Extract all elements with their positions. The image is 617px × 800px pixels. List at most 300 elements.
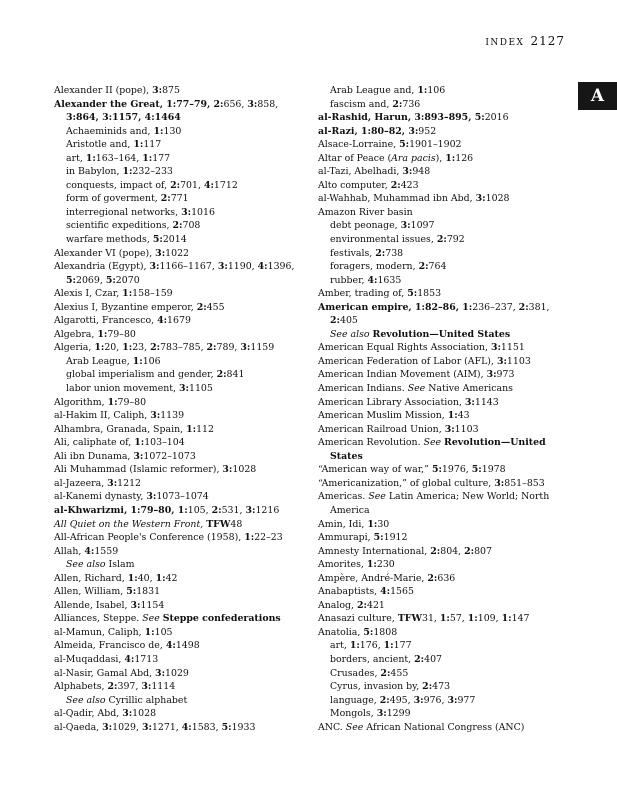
entry-segment: Arab League, — [66, 355, 133, 367]
entry-segment: Algebra, — [54, 328, 98, 340]
entry-segment: 1: — [244, 532, 255, 544]
index-entry — [318, 84, 568, 98]
entry-segment: 5: — [399, 139, 410, 151]
index-entry — [318, 287, 568, 301]
running-header — [485, 34, 565, 48]
entry-segment: 1: — [367, 518, 378, 530]
index-entry — [54, 219, 304, 233]
index-entry — [318, 694, 568, 708]
entry-segment: 5: — [105, 274, 116, 286]
entry-segment: American Revolution. — [318, 437, 424, 449]
entry-segment: 79–80 — [117, 396, 147, 408]
index-entry — [54, 585, 304, 599]
entry-segment: 804, — [440, 545, 465, 557]
entry-segment: 2: — [430, 545, 441, 557]
index-entry — [54, 680, 304, 694]
entry-segment: 103–104 — [144, 437, 185, 449]
entry-segment: See also — [66, 559, 109, 571]
entry-segment: States — [330, 450, 363, 462]
entry-segment: 2: — [172, 220, 183, 232]
entry-segment: 2: — [392, 98, 403, 110]
index-entry — [318, 707, 568, 721]
entry-segment: 3: — [155, 667, 166, 679]
entry-segment: 1: — [366, 559, 377, 571]
entry-segment: 1073–1074 — [156, 491, 209, 503]
entry-segment: 3: — [413, 694, 424, 706]
index-entry — [318, 125, 568, 139]
entry-segment: 4: — [257, 261, 268, 273]
entry-segment: 2: — [330, 315, 340, 327]
index-entry — [318, 518, 568, 532]
entry-segment: 106 — [427, 85, 446, 96]
index-entry — [318, 463, 568, 477]
entry-segment: 112 — [196, 423, 214, 435]
entry-segment: 1: — [439, 613, 450, 625]
entry-segment: Ali ibn Dunama, — [54, 450, 134, 462]
entry-segment: 1: — [462, 301, 473, 313]
entry-segment: 3: — [490, 342, 501, 354]
entry-segment: 1712 — [213, 179, 238, 191]
entry-segment: 105, — [187, 504, 212, 516]
entry-segment: 3: — [222, 464, 233, 476]
index-entry — [54, 84, 304, 98]
entry-segment: Amazon River basin — [318, 206, 413, 218]
entry-segment: 3: — [464, 396, 475, 408]
entry-segment: 158–159 — [132, 288, 173, 300]
entry-segment: 1976, — [441, 464, 472, 476]
entry-segment: language, — [330, 694, 380, 706]
entry-segment: 977 — [457, 694, 476, 706]
entry-segment: Native Americans — [428, 383, 513, 395]
index-entry — [54, 301, 304, 315]
index-entry — [318, 301, 568, 315]
index-entry — [54, 287, 304, 301]
index-entry — [54, 314, 304, 328]
entry-segment: 2: — [518, 301, 529, 313]
index-entry — [54, 463, 304, 477]
entry-segment: 109, — [477, 613, 502, 625]
entry-segment: 5: — [363, 626, 374, 638]
entry-segment: Cyrus, invasion by, — [330, 681, 423, 693]
entry-segment: 1029 — [165, 667, 189, 679]
entry-segment: Arab League and, — [330, 85, 418, 96]
entry-segment: al-Mamun, Caliph, — [54, 626, 145, 638]
entry-segment: 48 — [230, 518, 243, 530]
entry-segment: 2: — [357, 599, 367, 611]
entry-segment: 5: — [471, 464, 482, 476]
entry-segment: 1: — [153, 125, 164, 137]
entry-segment: Algeria, — [54, 342, 95, 354]
entry-segment: 2: — [216, 369, 227, 381]
index-entry — [54, 260, 304, 274]
entry-segment: 1: — [122, 342, 133, 354]
entry-segment: 1151 — [500, 342, 525, 354]
entry-segment: 3: — [447, 694, 458, 706]
entry-segment: 1072–1073 — [143, 450, 196, 462]
index-entry — [54, 626, 304, 640]
entry-segment: Americas. — [318, 491, 369, 503]
index-entry — [318, 504, 568, 518]
index-entry — [54, 274, 304, 288]
entry-segment: “Americanization,” of global culture, — [318, 477, 495, 489]
entry-segment: 2069, — [75, 274, 106, 286]
index-entry — [54, 518, 304, 532]
entry-segment: 2: — [107, 681, 118, 693]
entry-segment: 177 — [152, 152, 171, 164]
entry-segment: al-Qaeda, — [54, 721, 103, 733]
entry-segment: 3: — [486, 369, 497, 381]
entry-segment: 1583, — [191, 721, 222, 733]
entry-segment: 4: — [124, 653, 135, 665]
entry-segment: 1029, — [112, 721, 142, 733]
entry-segment: Ali, caliphate of, — [54, 437, 135, 449]
entry-segment: 2016 — [484, 112, 509, 124]
entry-segment: 495, — [389, 694, 414, 706]
index-entry — [54, 545, 304, 559]
entry-segment: borders, ancient, — [330, 653, 415, 665]
index-entry — [318, 639, 568, 653]
entry-segment: 455 — [206, 301, 225, 313]
index-column-left — [54, 84, 304, 734]
index-entry — [318, 274, 568, 288]
entry-segment: 2: — [379, 694, 390, 706]
entry-segment: 1212 — [117, 477, 142, 489]
entry-segment: 1933 — [231, 721, 256, 733]
entry-segment: 875 — [162, 85, 180, 96]
entry-segment: Alsace-Lorraine, — [318, 139, 400, 151]
index-entry — [54, 179, 304, 193]
entry-segment: 4: — [165, 640, 176, 652]
page-number: 2127 — [530, 34, 565, 48]
entry-segment: 1: — [107, 396, 118, 408]
entry-segment: 4: — [203, 179, 214, 191]
entry-segment: Algarotti, Francesco, — [54, 315, 158, 327]
index-entry — [54, 694, 304, 708]
entry-segment: 177 — [393, 640, 412, 652]
letter-tab: A — [578, 82, 617, 110]
entry-segment: 397, — [117, 681, 142, 693]
entry-segment: 236–237, — [472, 301, 519, 313]
entry-segment: 3: — [402, 166, 413, 178]
index-entry — [318, 179, 568, 193]
entry-segment: 163–164, — [95, 152, 143, 164]
entry-segment: 636 — [437, 572, 456, 584]
index-entry — [318, 98, 568, 112]
index-column-right — [318, 84, 568, 734]
entry-segment: 1498 — [175, 640, 200, 652]
entry-segment: 3: — [102, 721, 113, 733]
entry-segment: 2: — [375, 247, 386, 259]
index-entry — [54, 707, 304, 721]
entry-segment: 841 — [226, 369, 245, 381]
entry-segment: 20, — [104, 342, 123, 354]
entry-segment: 4: — [367, 274, 378, 286]
entry-segment: 3: — [122, 708, 133, 720]
entry-segment: 3: — [376, 708, 387, 720]
entry-segment: 2: — [160, 193, 171, 205]
index-entry — [318, 721, 568, 735]
entry-segment: 1565 — [390, 586, 414, 598]
entry-segment: 473 — [432, 681, 451, 693]
entry-segment: Latin America; New World; North — [388, 491, 550, 503]
entry-segment: labor union movement, — [66, 383, 180, 395]
index-entry — [54, 721, 304, 735]
entry-segment: 851–853 — [504, 477, 545, 489]
entry-segment: 4: — [181, 721, 192, 733]
entry-segment: Achaeminids and, — [66, 125, 154, 137]
index-entry — [54, 599, 304, 613]
entry-segment: scientific expeditions, — [66, 220, 173, 232]
entry-segment: See also — [330, 328, 373, 340]
entry-segment: Alliances, Steppe. — [54, 613, 143, 625]
entry-segment: 2: — [211, 504, 222, 516]
index-entry — [54, 192, 304, 206]
index-entry — [318, 111, 568, 125]
entry-segment: 232–233 — [132, 166, 173, 178]
entry-segment: Steppe confederations — [162, 613, 281, 625]
entry-segment: Revolution—United — [444, 437, 546, 449]
entry-segment: 1154 — [140, 599, 165, 611]
index-entry — [318, 599, 568, 613]
entry-segment: 1901–1902 — [409, 139, 462, 151]
index-entry — [54, 125, 304, 139]
index-entry — [318, 680, 568, 694]
entry-segment: 1: — [417, 85, 428, 96]
entry-segment: 117 — [143, 139, 162, 151]
index-entry — [318, 192, 568, 206]
entry-segment: 3: — [155, 247, 166, 259]
entry-segment: form of goverment, — [66, 193, 161, 205]
entry-segment: al-Wahhab, Muhammad ibn Abd, — [318, 193, 476, 205]
entry-segment: 2014 — [162, 234, 187, 246]
entry-segment: TFW — [397, 613, 422, 625]
entry-segment: environmental issues, — [330, 234, 437, 246]
index-entry — [318, 653, 568, 667]
entry-segment: 1978 — [481, 464, 506, 476]
entry-segment: American Library Association, — [318, 396, 465, 408]
entry-segment: 130 — [163, 125, 182, 137]
entry-segment: 3: — [133, 450, 144, 462]
index-entry — [318, 165, 568, 179]
entry-segment: 1: — [501, 613, 512, 625]
index-entry — [54, 111, 304, 125]
index-entry — [318, 531, 568, 545]
entry-segment: 1028 — [132, 708, 157, 720]
entry-segment: 2: — [418, 261, 429, 273]
index-entry — [54, 341, 304, 355]
entry-segment: Aristotle and, — [66, 139, 134, 151]
entry-segment: 23, — [132, 342, 151, 354]
entry-segment: Amnesty International, — [318, 545, 431, 557]
index-entry — [318, 667, 568, 681]
entry-segment: 531, — [221, 504, 246, 516]
entry-segment: 1: — [85, 152, 96, 164]
entry-segment: 3: — [400, 220, 411, 232]
entry-segment: 783–785, — [160, 342, 207, 354]
entry-segment: ), — [435, 152, 446, 164]
entry-segment: 43 — [457, 410, 470, 422]
entry-segment: Allende, Isabel, — [54, 599, 131, 611]
index-entry — [54, 450, 304, 464]
index-entry — [54, 612, 304, 626]
entry-segment: 405 — [339, 315, 358, 327]
entry-segment: 858, — [257, 98, 279, 110]
entry-segment: al-Qadir, Abd, — [54, 708, 123, 720]
entry-segment: 1: — [94, 342, 105, 354]
entry-segment: 57, — [449, 613, 468, 625]
entry-segment: ANC. — [318, 721, 346, 733]
index-entry — [318, 436, 568, 450]
entry-segment: 1: — [127, 572, 138, 584]
index-entry — [318, 477, 568, 491]
index-entry — [318, 423, 568, 437]
entry-segment: 1271, — [151, 721, 182, 733]
entry-segment: 2: — [206, 342, 217, 354]
index-entry — [318, 247, 568, 261]
entry-segment: art, — [66, 152, 86, 164]
entry-segment: Algorithm, — [54, 396, 108, 408]
entry-segment: 2: — [150, 342, 161, 354]
entry-segment: See — [368, 491, 389, 503]
entry-segment: Amin, Idi, — [318, 518, 368, 530]
index-entry — [54, 165, 304, 179]
entry-segment: Allen, Richard, — [54, 572, 128, 584]
index-entry — [54, 247, 304, 261]
index-entry — [318, 558, 568, 572]
entry-segment: Alexander II (pope), — [54, 85, 153, 96]
entry-segment: America — [330, 504, 370, 516]
index-entry — [54, 639, 304, 653]
entry-segment: Cyrillic alphabet — [108, 694, 188, 706]
entry-segment: Islam — [108, 559, 135, 571]
entry-segment: 1216 — [255, 504, 280, 516]
entry-segment: 2: — [380, 667, 391, 679]
entry-segment: 3: — [245, 504, 256, 516]
entry-segment: 421 — [367, 599, 385, 611]
entry-segment: al-Jazeera, — [54, 477, 108, 489]
entry-segment: warfare methods, — [66, 234, 153, 246]
index-entry — [54, 436, 304, 450]
entry-segment: 1: — [144, 626, 155, 638]
entry-segment: 2: — [196, 301, 207, 313]
entry-segment: al-Razi, 1:80–82, 3: — [318, 125, 419, 137]
entry-segment: 1635 — [377, 274, 402, 286]
entry-segment: 701, — [180, 179, 204, 191]
entry-segment: 1166–1167, — [159, 261, 218, 273]
entry-segment: 789, — [216, 342, 241, 354]
entry-segment: 40, — [137, 572, 156, 584]
entry-segment: 708 — [182, 220, 201, 232]
entry-segment: 1022 — [165, 247, 190, 259]
index-entry — [54, 490, 304, 504]
entry-segment: 455 — [390, 667, 409, 679]
entry-segment: 771 — [170, 193, 189, 205]
index-entry — [318, 328, 568, 342]
entry-segment: 738 — [385, 247, 404, 259]
index-entry — [318, 396, 568, 410]
index-entry — [318, 409, 568, 423]
index-entry — [318, 382, 568, 396]
index-entry — [318, 341, 568, 355]
entry-segment: 5: — [152, 234, 163, 246]
entry-segment: 5: — [126, 586, 137, 598]
entry-segment: American Indians. — [318, 383, 408, 395]
entry-segment: 79–80 — [107, 328, 136, 340]
entry-segment: Analog, — [318, 599, 358, 611]
entry-segment: 2: — [213, 98, 224, 110]
index-entry — [54, 409, 304, 423]
entry-segment: 3: — [179, 383, 189, 395]
entry-segment: 3: — [247, 98, 258, 110]
entry-segment: American Federation of Labor (AFL), — [318, 355, 497, 367]
entry-segment: 3: — [444, 423, 455, 435]
entry-segment: 423 — [400, 179, 419, 191]
index-entry — [318, 233, 568, 247]
entry-segment: American Muslim Mission, — [318, 410, 448, 422]
entry-segment: 1299 — [386, 708, 411, 720]
entry-segment: 764 — [428, 261, 447, 273]
entry-segment: 3: — [149, 261, 160, 273]
entry-segment: 2: — [414, 653, 425, 665]
index-entry — [54, 653, 304, 667]
index-entry — [54, 355, 304, 369]
entry-segment: 1: — [383, 640, 394, 652]
entry-segment: 1: — [177, 504, 188, 516]
entry-segment: Ammurapi, — [318, 532, 374, 544]
entry-segment: 4: — [157, 315, 168, 327]
entry-segment: 792 — [446, 234, 465, 246]
entry-segment: 1: — [133, 139, 144, 151]
entry-segment: 30 — [377, 518, 390, 530]
entry-segment: 5: — [66, 274, 76, 286]
entry-segment: 2: — [464, 545, 475, 557]
index-entry — [318, 490, 568, 504]
entry-segment: See — [142, 613, 163, 625]
entry-segment: foragers, modern, — [330, 261, 419, 273]
entry-segment: 1: — [122, 166, 133, 178]
entry-segment: global imperialism and gender, — [66, 369, 217, 381]
entry-segment: 230 — [376, 559, 395, 571]
entry-segment: Alhambra, Granada, Spain, — [54, 423, 187, 435]
index-entry — [54, 558, 304, 572]
entry-segment: Ali Muhammad (Islamic reformer), — [54, 464, 223, 476]
entry-segment: American Railroad Union, — [318, 423, 445, 435]
entry-segment: Crusades, — [330, 667, 381, 679]
entry-segment: 1: — [445, 152, 456, 164]
entry-segment: 22–23 — [254, 532, 283, 544]
entry-segment: 1559 — [94, 545, 119, 557]
entry-segment: 31, — [421, 613, 440, 625]
entry-segment: 976, — [423, 694, 448, 706]
entry-segment: 1: — [349, 640, 360, 652]
entry-segment: 2: — [427, 572, 438, 584]
entry-segment: 1831 — [136, 586, 161, 598]
index-entry — [54, 328, 304, 342]
entry-segment: 1190, — [227, 261, 258, 273]
entry-segment: al-Hakim II, Caliph, — [54, 410, 151, 422]
entry-segment: 4: — [84, 545, 95, 557]
index-entry — [318, 355, 568, 369]
entry-segment: Alexander VI (pope), — [54, 247, 156, 259]
entry-segment: 2: — [170, 179, 181, 191]
entry-segment: Allah, — [54, 545, 85, 557]
entry-segment: 1: — [122, 288, 133, 300]
entry-segment: 3: — [150, 410, 161, 422]
entry-segment: 3: — [494, 477, 505, 489]
entry-segment: Alphabets, — [54, 681, 108, 693]
entry-segment: in Babylon, — [66, 166, 123, 178]
index-entry — [318, 585, 568, 599]
